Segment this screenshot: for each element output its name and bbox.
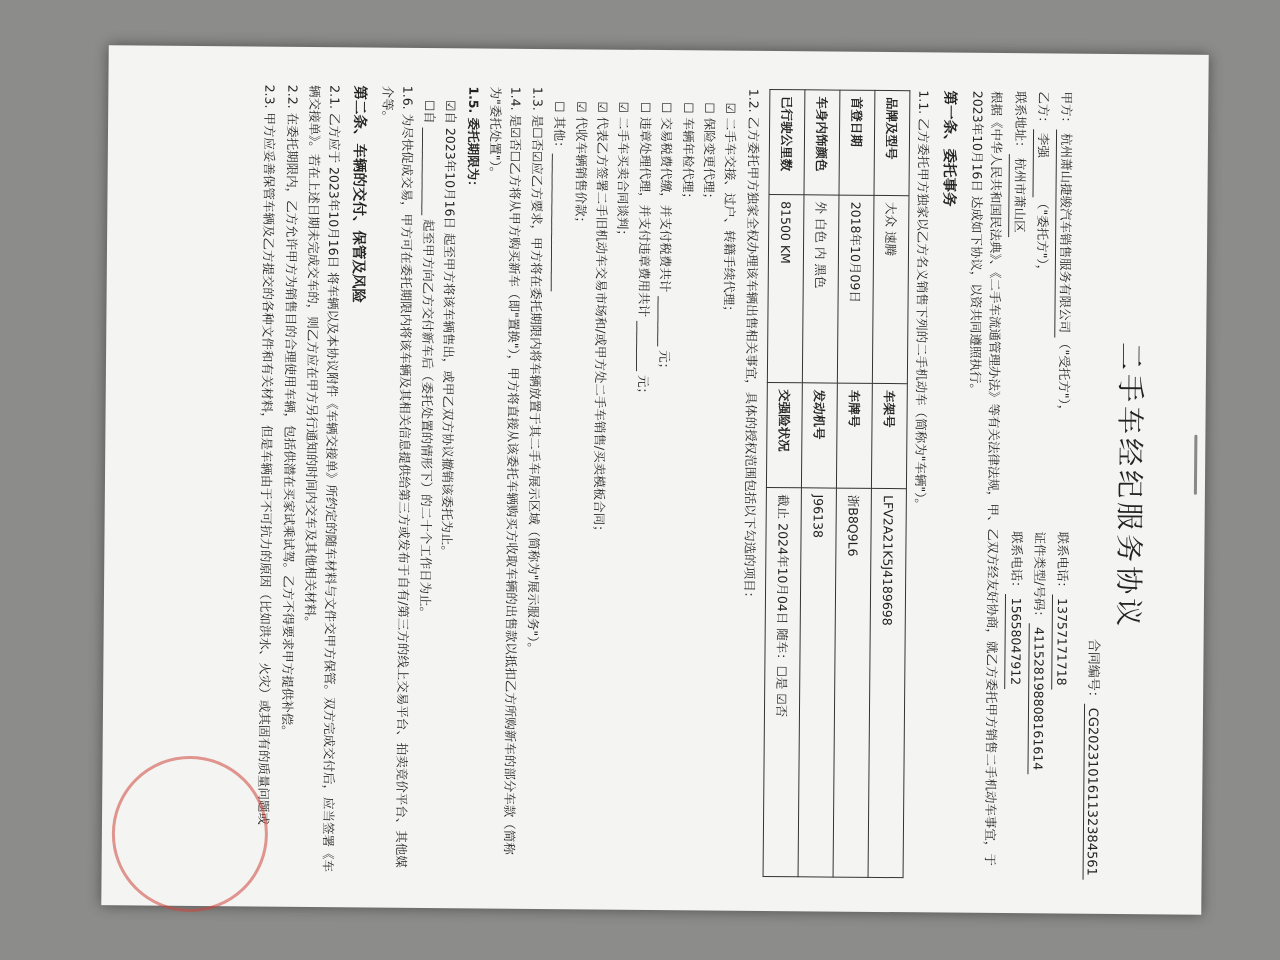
reg-value: 2018年10月09日 [837,195,874,383]
plate-value: 浙B8Q9L6 [833,488,871,877]
address-value: 杭州市萧山区 [1008,154,1029,237]
clause-1-2: 1.2. 乙方委托甲方独家全权办理该车辆出售相关事宜，具体的授权范围包括以下勾选的项目： [741,88,762,605]
term-option-b: ☐自 ______________ 起至甲方向乙方交付新车后（委托处置的情形下）的二十个工作日为止。 [417,99,438,620]
option-item: ☑ 代表乙方签署二手旧机动车交易市场和/或甲方处二手车销售/买卖模板合同； [591,101,611,538]
clause-1-3: 1.3. 是☐否☑应乙方要求，甲方将在委托期限内将车辆放置于其二手车展示区域（简称为"展示服务"）。 [525,86,546,656]
brand-value: 大众 速腾 [872,195,909,383]
clause-2-3: 2.3. 甲方应妥善保管车辆及乙方提交的各种文件和有关材料，但是车辆由于不可抗力的原因（比如洪水、火灾）或其固有的质量问题或 [256,84,278,826]
vin-label: 车架号 [871,383,907,488]
color-label: 车身内饰颜色 [804,90,840,195]
party-a-row: 甲方：杭州萧山捷骏汽车销售服务有限公司（"受托方"）， 联系电话：13757171718 [1050,91,1077,879]
contract-title: 二手车经纪服务协议 [1111,341,1148,631]
party-b-id: 411528198808161614 [1027,623,1049,774]
term-option-a: ☑自 2023年10月16日 起至甲方将该车辆售出，或甲乙双方协议撤销该委托为止。 [439,100,459,559]
option-item: ☑ 代收车辆销售价款； [572,101,590,230]
color-value: 外 白色 内 黑色 [802,195,839,383]
clause-1-1: 1.1. 乙方委托甲方独家以乙方名义销售下列的二手机动车（简称为"车辆"）。 [912,90,932,511]
option-item: ☑ 二手车买卖合同谈判； [615,101,632,242]
section-2-heading: 第二条、车辆的交付、保管及风险 [349,85,368,303]
engine-value: J96138 [798,488,836,877]
party-b-name: 李强 [1032,129,1053,197]
option-item: ☐ 交易税费代缴，并支付税费共计 ________ 元； [657,102,675,376]
clause-1-4: 1.4. 是☑否☐乙方将从甲方购买新车（即"置换"），甲方将直接从该委托车辆购买方收取车辆的出售款以抵扣乙方所购新车的部分车款（简称为"委托处置"）。 [487,86,524,855]
clause-1-5: 1.5. 委托期限为： [465,86,482,193]
option-item: ☐ 违章处理代理，并支付违章费用共计 ________ 元； [635,101,654,401]
option-item: ☐ 其他：______________________ [551,101,568,292]
party-b-row: 乙方：李强（"委托方"）， 证件类型/号码：411528198808161614 [1026,91,1053,879]
plate-label: 车牌号 [836,383,872,488]
brand-label: 品牌及型号 [874,90,910,195]
mileage-value: 81500 KM [767,194,804,382]
vehicle-table [762,89,910,878]
clause-1-6: 1.6. 为尽快促成交易，甲方可在委托期限内将该车辆及其相关信息提供给第三方或发布于自有/第三方的线上交易平台、拍卖竞价平台、其他媒介等。 [380,85,416,868]
address-row: 联系地址：杭州市萧山区 联系电话：15658047912 [1003,91,1030,879]
contract-number: 合同编号：CG20231016113238456​1 [1080,92,1107,880]
party-a-phone: 13757171718 [1051,594,1072,690]
reg-label: 首登日期 [839,90,875,195]
paper-clip [1194,435,1198,495]
insurance-label: 交强险状况 [766,383,802,488]
clause-2-2: 2.2. 在委托期限内，乙方允许甲方为销售目的合理使用车辆，包括供潜在买家试乘试驾。乙方不得要求甲方提供补偿。 [279,84,301,738]
contract-body [122,83,1189,880]
option-item: ☐ 车辆年检代理； [680,102,696,206]
preamble: 根据《中华人民共和国民法典》、《二手车流通管理办法》等有关法律法规，甲、乙双方经友好协商，就乙方委托甲方销售二手机动车事宜，于 2023年10月16日 达成如下协议，以资共同遵照执行。 [967,90,1005,867]
engine-label: 发动机号 [801,383,837,488]
option-item: ☑ 二手车交接、过户、转籍手续代理； [721,102,739,318]
insurance-value: 截止 2024年10月04日 随车：☐是 ☑否 [763,488,801,877]
company-seal [111,755,268,912]
option-item: ☐ 保险变更代理； [701,102,718,206]
mileage-label: 已行驶公里数 [769,89,805,194]
party-b-phone: 15658047912 [1005,594,1026,690]
contract-paper [101,45,1208,915]
vin-value: LFV2A21K5J4189698 [868,488,906,877]
party-a-name: 杭州萧山捷骏汽车销售服务有限公司 [1054,129,1076,337]
section-1-heading: 第一条、委托事务 [939,90,958,207]
clause-2-1: 2.1. 乙方应于 2023年10月16日 将车辆以及本协议附件《车辆交接单》所约定的随车材料与文件交甲方保管。双方完成交付后，应当签署《车辆交接单》。若在上述日期未完成交车的，则乙方应在甲方另行通知的时间内交车及其他相关材料。 [302,84,342,873]
